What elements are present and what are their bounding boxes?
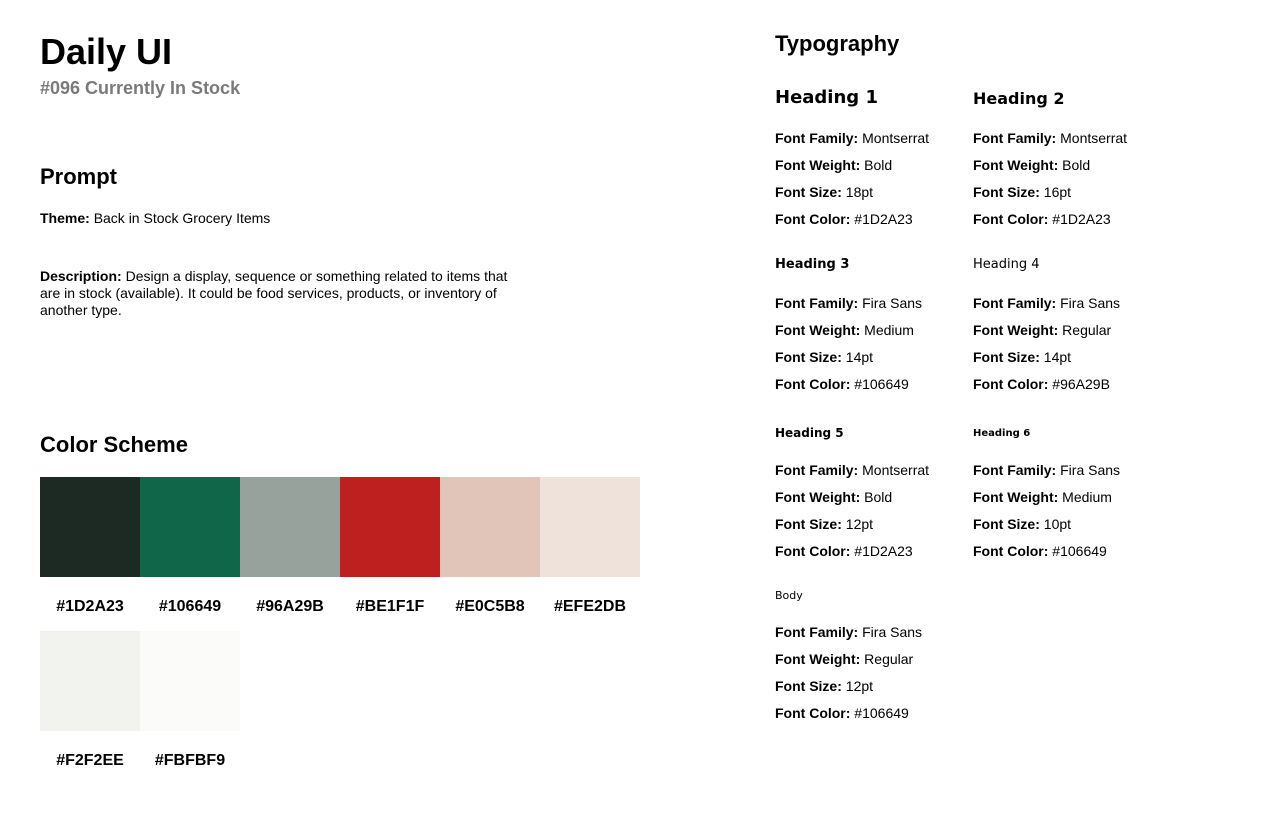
spec-label: Font Size: — [775, 184, 842, 200]
typography-style-title: Body — [775, 589, 803, 602]
typography-style-title: Heading 4 — [973, 257, 1040, 272]
typography-style-title: Heading 1 — [775, 87, 878, 108]
spec-value: Fira Sans — [1056, 295, 1121, 311]
spec-value: 14pt — [1039, 349, 1072, 365]
typography-spec-size — [973, 183, 1071, 201]
description-label: Description: — [40, 268, 122, 284]
spec-value: Regular — [1058, 322, 1112, 338]
color-swatch — [440, 477, 540, 577]
color-swatch — [140, 631, 240, 731]
spec-value: #96A29B — [1048, 376, 1110, 392]
spec-value: #1D2A23 — [850, 211, 913, 227]
typography-spec-weight — [775, 156, 892, 174]
spec-label: Font Color: — [973, 543, 1049, 559]
spec-label: Font Weight: — [775, 489, 861, 505]
typography-spec-size — [775, 183, 873, 201]
spec-label: Font Color: — [775, 376, 851, 392]
spec-label: Font Weight: — [775, 651, 861, 667]
color-swatch-label: #106649 — [158, 598, 222, 615]
spec-label: Font Family: — [775, 130, 859, 146]
typography-spec-weight — [973, 488, 1112, 506]
spec-value: Bold — [860, 489, 893, 505]
typography-heading: Typography — [775, 31, 900, 56]
prompt-heading: Prompt — [40, 164, 117, 189]
typography-spec-family — [775, 623, 922, 641]
spec-value: Fira Sans — [858, 624, 923, 640]
spec-label: Font Family: — [973, 462, 1057, 478]
spec-value: Bold — [860, 157, 893, 173]
theme-label: Theme: — [40, 210, 90, 226]
typography-style-title: Heading 3 — [775, 257, 850, 272]
spec-value: Medium — [860, 322, 914, 338]
spec-value: #106649 — [1048, 543, 1107, 559]
spec-value: #106649 — [850, 376, 909, 392]
page-subtitle: #096 Currently In Stock — [40, 78, 241, 98]
color-swatch — [140, 477, 240, 577]
spec-value: Montserrat — [1056, 130, 1128, 146]
spec-label: Font Family: — [973, 295, 1057, 311]
typography-spec-size — [775, 677, 873, 695]
spec-label: Font Family: — [775, 462, 859, 478]
typography-style-title: Heading 5 — [775, 426, 844, 440]
spec-value: 14pt — [841, 349, 874, 365]
spec-label: Font Family: — [775, 295, 859, 311]
spec-label: Font Color: — [775, 705, 851, 721]
spec-value: 16pt — [1039, 184, 1072, 200]
spec-value: 12pt — [841, 678, 874, 694]
spec-label: Font Color: — [973, 376, 1049, 392]
typography-spec-color — [973, 542, 1107, 560]
color-swatch-label: #96A29B — [256, 598, 324, 615]
typography-spec-size — [775, 515, 873, 533]
typography-spec-family — [973, 461, 1120, 479]
spec-label: Font Size: — [973, 184, 1040, 200]
spec-value: Montserrat — [858, 130, 930, 146]
page-title: Daily UI — [40, 31, 173, 72]
spec-label: Font Weight: — [973, 489, 1059, 505]
typography-spec-weight — [775, 321, 914, 339]
color-swatch-label: #1D2A23 — [56, 598, 124, 615]
typography-spec-size — [775, 348, 873, 366]
color-swatch-label: #F2F2EE — [56, 752, 124, 769]
color-swatch-label: #EFE2DB — [553, 598, 627, 615]
spec-value: #1D2A23 — [850, 543, 913, 559]
color-swatch — [540, 477, 640, 577]
spec-value: Bold — [1058, 157, 1091, 173]
spec-label: Font Size: — [775, 516, 842, 532]
spec-value: Regular — [860, 651, 914, 667]
typography-spec-family — [775, 294, 922, 312]
spec-label: Font Weight: — [973, 322, 1059, 338]
spec-label: Font Color: — [775, 211, 851, 227]
typography-spec-weight — [775, 650, 913, 668]
spec-value: 10pt — [1039, 516, 1072, 532]
typography-spec-size — [973, 348, 1071, 366]
spec-label: Font Color: — [973, 211, 1049, 227]
spec-label: Font Size: — [775, 349, 842, 365]
typography-spec-color — [775, 210, 913, 228]
color-scheme-heading: Color Scheme — [40, 432, 188, 457]
typography-spec-family — [973, 129, 1127, 147]
typography-spec-color — [775, 375, 909, 393]
spec-value: Medium — [1058, 489, 1112, 505]
typography-spec-size — [973, 515, 1071, 533]
spec-value: 12pt — [841, 516, 874, 532]
color-swatch-label: #E0C5B8 — [455, 598, 525, 615]
theme-line — [40, 209, 270, 227]
spec-label: Font Size: — [973, 516, 1040, 532]
spec-label: Font Size: — [775, 678, 842, 694]
typography-spec-color — [775, 542, 913, 560]
typography-spec-family — [775, 461, 929, 479]
spec-label: Font Color: — [775, 543, 851, 559]
typography-spec-weight — [973, 321, 1111, 339]
typography-style-title: Heading 2 — [973, 89, 1065, 108]
spec-value: Montserrat — [858, 462, 930, 478]
color-swatch — [40, 631, 140, 731]
spec-label: Font Weight: — [973, 157, 1059, 173]
typography-spec-color — [973, 375, 1110, 393]
color-swatch-label: #BE1F1F — [355, 598, 425, 615]
spec-value: 18pt — [841, 184, 874, 200]
color-swatch — [240, 477, 340, 577]
spec-label: Font Size: — [973, 349, 1040, 365]
spec-value: Fira Sans — [858, 295, 923, 311]
color-swatch — [40, 477, 140, 577]
spec-value: Fira Sans — [1056, 462, 1121, 478]
typography-spec-family — [973, 294, 1120, 312]
color-swatch-label: #FBFBF9 — [154, 752, 226, 769]
spec-label: Font Weight: — [775, 157, 861, 173]
color-swatch — [340, 477, 440, 577]
spec-label: Font Family: — [973, 130, 1057, 146]
typography-spec-weight — [775, 488, 892, 506]
theme-value: Back in Stock Grocery Items — [93, 210, 271, 226]
typography-spec-weight — [973, 156, 1090, 174]
typography-style-title: Heading 6 — [973, 428, 1031, 439]
spec-label: Font Family: — [775, 624, 859, 640]
typography-spec-color — [775, 704, 909, 722]
description-value: Design a display, sequence or something related to items that are in stock (available). It could be food services, products, or inventory of another type. — [40, 268, 508, 318]
description-block — [40, 268, 530, 319]
spec-value: #106649 — [850, 705, 909, 721]
spec-value: #1D2A23 — [1048, 211, 1111, 227]
typography-spec-family — [775, 129, 929, 147]
spec-label: Font Weight: — [775, 322, 861, 338]
typography-spec-color — [973, 210, 1111, 228]
